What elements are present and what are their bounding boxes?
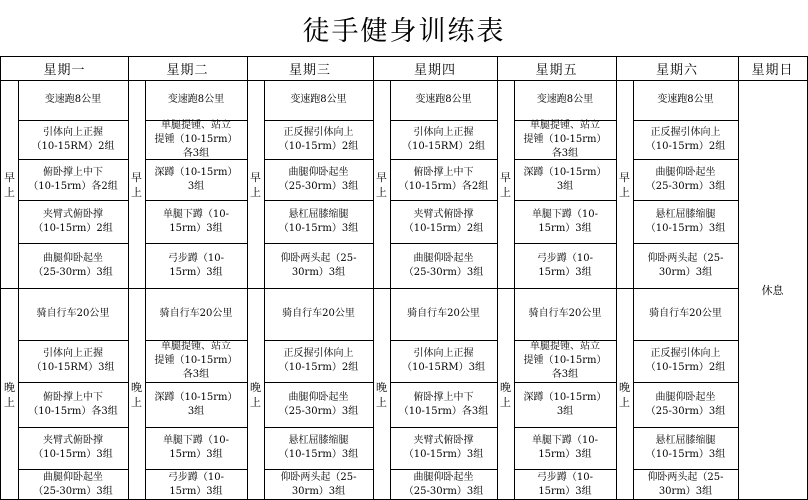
exercise-cell: 单腿提锺、站立 提锺（10-15rm） 各3组 [523, 341, 607, 380]
exercise-cell: 引体向上正握 （10-15RM）2组 [402, 126, 485, 152]
day-header: 星期六 [655, 63, 698, 78]
session-label-evening: 晚 上 [131, 380, 142, 409]
exercise-cell: 曲腿仰卧起坐 （25-30rm）3组 [278, 391, 359, 417]
exercise-cell: 仰卧两头起（25- 30rm）3组 [647, 252, 724, 278]
session-label-evening: 晚 上 [376, 380, 387, 409]
exercise-cell: 悬杠屈膝缩腿 （10-15rm）3组 [645, 208, 726, 234]
session-label-divider [514, 80, 515, 500]
session-label-morning: 早 上 [619, 170, 630, 199]
exercise-cell: 曲腿仰卧起坐 （25-30rm）3组 [278, 166, 359, 192]
exercise-cell: 变速跑8公里 [290, 94, 347, 105]
session-label-morning: 早 上 [4, 170, 15, 199]
day-header: 星期二 [166, 63, 209, 78]
session-label-morning: 早 上 [500, 170, 511, 199]
session-label-divider [264, 80, 265, 500]
exercise-cell: 曲腿仰卧起坐 （25-30rm）3组 [33, 252, 113, 278]
exercise-cell: 悬杠屈膝缩腿 （10-15rm）3组 [645, 435, 726, 460]
exercise-cell: 正反握引体向上 （10-15rm）2组 [278, 126, 359, 152]
exercise-cell: 单腿下蹲（10- 15rm）3组 [531, 208, 599, 234]
schedule-table [0, 56, 808, 500]
exercise-cell: 正反握引体向上 （10-15rm）2组 [645, 126, 726, 152]
session-label-morning: 早 上 [131, 170, 142, 199]
exercise-cell: 弓步蹲（10- 15rm）3组 [167, 471, 225, 497]
day-header: 星期三 [288, 63, 331, 78]
session-label-divider [390, 80, 391, 500]
exercise-cell: 夹臂式俯卧撑 （10-15rm）2组 [33, 208, 113, 234]
exercise-cell: 正反握引体向上 （10-15rm）2组 [645, 348, 726, 373]
exercise-cell: 单腿提锺、站立 提锺（10-15rm） 各3组 [523, 119, 607, 159]
exercise-cell: 夹臂式俯卧撑 （10-15rm）2组 [403, 208, 484, 234]
exercise-cell: 弓步蹲（10- 15rm）3组 [536, 471, 594, 497]
exercise-cell: 骑自行车20公里 [282, 308, 355, 319]
exercise-cell: 曲腿仰卧起坐 （25-30rm）3组 [645, 166, 726, 192]
exercise-cell: 深蹲（10-15rm） 3组 [154, 166, 238, 192]
exercise-cell: 单腿下蹲（10- 15rm）3组 [531, 435, 599, 460]
exercise-cell: 骑自行车20公里 [407, 308, 480, 319]
exercise-cell: 引体向上正握 （10-15RM）2组 [31, 126, 115, 152]
exercise-cell: 俯卧撑上中下 （10-15rm）各3组 [398, 391, 489, 417]
exercise-cell: 深蹲（10-15rm） 3组 [523, 391, 607, 417]
session-label-morning: 早 上 [376, 170, 387, 199]
exercise-cell: 变速跑8公里 [415, 94, 472, 105]
exercise-cell: 曲腿仰卧起坐 （25-30rm）3组 [33, 471, 113, 497]
exercise-cell: 单腿下蹲（10- 15rm）3组 [162, 435, 230, 460]
exercise-cell: 夹臂式俯卧撑 （10-15rm）3组 [403, 435, 484, 460]
exercise-cell: 仰卧两头起（25- 30rm）3组 [280, 252, 357, 278]
exercise-cell: 引体向上正握 （10-15RM）3组 [31, 348, 115, 373]
exercise-cell: 仰卧两头起（25- 30rm）3组 [280, 471, 357, 497]
page-title: 徒手健身训练表 [302, 15, 506, 47]
exercise-cell: 弓步蹲（10- 15rm）3组 [536, 252, 594, 278]
exercise-cell: 变速跑8公里 [536, 94, 594, 105]
exercise-cell: 引体向上正握 （10-15RM）3组 [402, 348, 485, 373]
exercise-cell: 单腿下蹲（10- 15rm）3组 [162, 208, 230, 234]
rest-cell: 休息 [761, 284, 784, 297]
exercise-cell: 悬杠屈膝缩腿 （10-15rm）3组 [278, 435, 359, 460]
session-label-evening: 晚 上 [4, 380, 15, 409]
exercise-cell: 俯卧撑上中下 （10-15rm）各2组 [28, 166, 118, 192]
exercise-cell: 夹臂式俯卧撑 （10-15rm）3组 [33, 435, 113, 460]
exercise-cell: 仰卧两头起（25- 30rm）3组 [647, 471, 724, 497]
exercise-cell: 骑自行车20公里 [649, 308, 722, 319]
session-label-morning: 早 上 [250, 170, 261, 199]
session-label-divider [145, 80, 146, 500]
exercise-cell: 曲腿仰卧起坐 （25-30rm）3组 [403, 252, 484, 278]
exercise-cell: 深蹲（10-15rm） 3组 [523, 166, 607, 192]
exercise-cell: 弓步蹲（10- 15rm）3组 [167, 252, 225, 278]
exercise-cell: 骑自行车20公里 [528, 308, 602, 319]
session-label-evening: 晚 上 [619, 380, 630, 409]
session-label-evening: 晚 上 [250, 380, 261, 409]
exercise-cell: 变速跑8公里 [657, 94, 714, 105]
exercise-cell: 正反握引体向上 （10-15rm）2组 [278, 348, 359, 373]
session-label-evening: 晚 上 [500, 380, 511, 409]
exercise-cell: 俯卧撑上中下 （10-15rm）各3组 [28, 391, 118, 417]
day-header: 星期一 [43, 63, 86, 78]
day-header: 星期五 [535, 63, 578, 78]
day-header: 星期日 [751, 63, 794, 78]
exercise-cell: 曲腿仰卧起坐 （25-30rm）3组 [403, 471, 484, 497]
exercise-cell: 单腿提锺、站立 提锺（10-15rm） 各3组 [154, 119, 238, 159]
session-label-divider [18, 80, 19, 500]
exercise-cell: 单腿提锺、站立 提锺（10-15rm） 各3组 [154, 341, 238, 380]
session-label-divider [633, 80, 634, 500]
exercise-cell: 深蹲（10-15rm） 3组 [154, 391, 238, 417]
exercise-cell: 骑自行车20公里 [159, 308, 233, 319]
exercise-cell: 骑自行车20公里 [36, 308, 110, 319]
day-header: 星期四 [413, 63, 456, 78]
exercise-cell: 变速跑8公里 [167, 94, 225, 105]
exercise-cell: 变速跑8公里 [44, 94, 102, 105]
exercise-cell: 悬杠屈膝缩腿 （10-15rm）3组 [278, 208, 359, 234]
exercise-cell: 曲腿仰卧起坐 （25-30rm）3组 [645, 391, 726, 417]
exercise-cell: 俯卧撑上中下 （10-15rm）各2组 [398, 166, 489, 192]
